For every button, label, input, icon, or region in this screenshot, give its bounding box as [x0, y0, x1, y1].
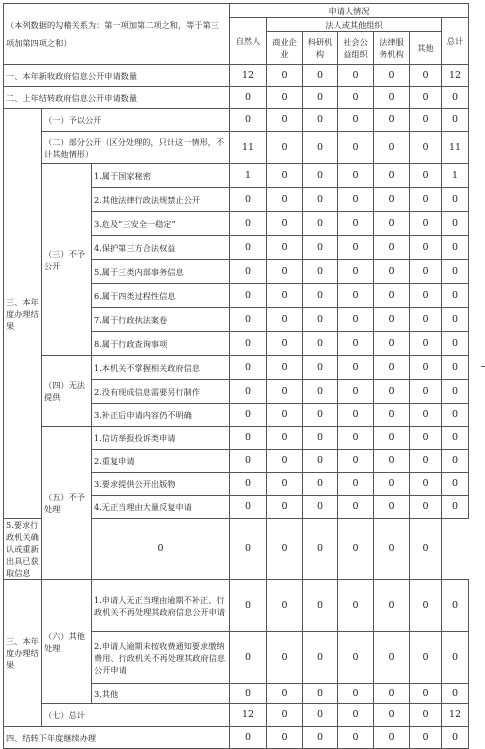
section3-label: 三、本年度办理结果: [4, 109, 42, 519]
cell-value: 0: [374, 212, 410, 236]
cell-value: 0: [374, 496, 410, 519]
cell-value: 0: [338, 188, 374, 212]
cell-value: 0: [303, 236, 338, 260]
cell-value: 0: [374, 427, 410, 450]
cell-value: 0: [230, 236, 267, 260]
row-label: （一）予以公开: [42, 109, 230, 132]
cell-value: 0: [267, 496, 303, 519]
cell-value: 0: [267, 132, 303, 164]
table-row: [4, 87, 469, 109]
cell-value: 0: [267, 727, 303, 749]
cell-value: 0: [230, 380, 267, 404]
cell-value: 0: [338, 164, 374, 188]
cell-value: 0: [442, 496, 469, 519]
cell-value: 0: [338, 450, 374, 473]
cell-value: 0: [303, 308, 338, 332]
table-row: [4, 356, 469, 380]
row-label: 2.其他法律行政法规禁止公开: [92, 188, 230, 212]
cell-value: 0: [338, 427, 374, 450]
cell-value: 0: [338, 496, 374, 519]
cell-value: 0: [410, 450, 442, 473]
cell-value: 0: [374, 65, 410, 87]
cell-value: 0: [374, 308, 410, 332]
cell-value: 0: [410, 236, 442, 260]
cell-value: 0: [338, 212, 374, 236]
cell-value: 0: [374, 632, 410, 684]
cell-value: 0: [442, 284, 469, 308]
cell-value: 0: [338, 473, 374, 496]
row-label: 5.要求行政机关确认或重新出具已获取信息: [4, 519, 42, 580]
cell-value: 0: [410, 684, 442, 704]
row-label: 2.申请人逾期未按收费通知要求缴纳费用、行政机关不再处理其政府信息公开申请: [92, 632, 230, 684]
research-header: 科研机构: [303, 32, 338, 65]
cell-value: 0: [374, 236, 410, 260]
total-header: 总计: [442, 18, 469, 65]
cell-value: 0: [267, 684, 303, 704]
cell-value: 12: [442, 704, 469, 727]
cell-value: 0: [374, 684, 410, 704]
cell-value: 0: [303, 450, 338, 473]
cell-value: 1: [442, 164, 469, 188]
cell-value: 0: [442, 260, 469, 284]
cell-value: 0: [230, 496, 267, 519]
cell-value: 0: [338, 65, 374, 87]
cell-value: 0: [338, 704, 374, 727]
cell-value: 0: [230, 404, 267, 427]
cell-value: 0: [303, 65, 338, 87]
cell-value: 0: [303, 427, 338, 450]
row-label: 一、本年新收政府信息公开申请数量: [4, 65, 230, 87]
cell-value: 11: [230, 132, 267, 164]
cell-value: 0: [338, 332, 374, 356]
cell-value: 0: [374, 704, 410, 727]
cell-value: 0: [374, 380, 410, 404]
row-label: 1.本机关不掌握相关政府信息: [92, 356, 230, 380]
cell-value: 0: [374, 332, 410, 356]
cell-value: 0: [442, 380, 469, 404]
cell-value: 0: [230, 332, 267, 356]
row-label: 8.属于行政查询事项: [92, 332, 230, 356]
cell-value: 0: [230, 212, 267, 236]
cell-value: 0: [410, 332, 442, 356]
cell-value: 0: [442, 356, 469, 380]
cell-value: 0: [442, 473, 469, 496]
cell-value: 0: [230, 308, 267, 332]
row-label: 1.属于国家秘密: [92, 164, 230, 188]
cell-value: 0: [303, 212, 338, 236]
cell-value: 0: [303, 496, 338, 519]
commercial-header: 商业企业: [267, 32, 303, 65]
cell-value: 0: [267, 260, 303, 284]
table-row: [4, 427, 469, 450]
natural-person-header: 自然人: [230, 18, 267, 65]
cell-value: 0: [338, 684, 374, 704]
cell-value: 0: [374, 188, 410, 212]
cell-value: 0: [230, 188, 267, 212]
cell-value: 0: [410, 109, 442, 132]
cell-value: 0: [267, 356, 303, 380]
table-row: [4, 704, 469, 727]
cell-value: 0: [267, 164, 303, 188]
cell-value: 0: [230, 580, 267, 632]
cell-value: 0: [410, 284, 442, 308]
other-header: 其他: [410, 32, 442, 65]
cell-value: 0: [442, 684, 469, 704]
cell-value: 0: [410, 132, 442, 164]
cell-value: 0: [410, 212, 442, 236]
row-label: 2.重复申请: [92, 450, 230, 473]
cell-value: 0: [230, 427, 267, 450]
cell-value: 0: [267, 109, 303, 132]
cell-value: 0: [338, 380, 374, 404]
cell-value: 0: [267, 188, 303, 212]
cell-value: 0: [338, 727, 374, 749]
cell-value: 0: [267, 380, 303, 404]
row-label: 四、结转下年度继续办理: [4, 727, 230, 749]
cell-value: 0: [410, 87, 442, 109]
row-label: 6.属于四类过程性信息: [92, 284, 230, 308]
disclosure-statistics-table: [3, 3, 469, 749]
cell-value: 0: [338, 87, 374, 109]
row-label: （七）总计: [42, 704, 230, 727]
table-row: [4, 65, 469, 87]
cell-value: 0: [230, 727, 267, 749]
cell-value: 0: [230, 473, 267, 496]
group-label-not-processed: （五）不予处理: [42, 427, 92, 580]
cell-value: 0: [374, 260, 410, 284]
cell-value: 0: [303, 188, 338, 212]
row-label: 1.信访举报投诉类申请: [92, 427, 230, 450]
cell-value: 0: [410, 473, 442, 496]
cell-value: 0: [338, 519, 374, 580]
cell-value: 0: [267, 212, 303, 236]
cell-value: 0: [303, 132, 338, 164]
cell-value: 0: [442, 727, 469, 749]
cell-value: 0: [303, 332, 338, 356]
cell-value: 0: [410, 427, 442, 450]
cell-value: 0: [267, 404, 303, 427]
cell-value: 0: [338, 356, 374, 380]
cell-value: 0: [442, 427, 469, 450]
cell-value: 0: [442, 109, 469, 132]
cell-value: 0: [374, 727, 410, 749]
cell-value: 0: [374, 473, 410, 496]
cell-value: 0: [303, 473, 338, 496]
cell-value: 0: [338, 580, 374, 632]
cell-value: 0: [410, 356, 442, 380]
group-label-refuse: （三）不予公开: [42, 164, 92, 356]
applicant-status-header: 申请人情况: [230, 4, 469, 18]
page-edge-mark: [481, 366, 485, 367]
row-label: 4.保护第三方合法权益: [92, 236, 230, 260]
cell-value: 0: [410, 632, 442, 684]
table-row: [4, 580, 469, 632]
cell-value: 1: [230, 164, 267, 188]
table-note: （本列数据的勾稽关系为：第一项加第二项之和，等于第三项加第四项之和）: [4, 4, 230, 65]
cell-value: 0: [374, 164, 410, 188]
row-label: 7.属于行政执法案卷: [92, 308, 230, 332]
cell-value: 0: [374, 132, 410, 164]
cell-value: 0: [410, 65, 442, 87]
table-row: [4, 727, 469, 749]
cell-value: 0: [410, 727, 442, 749]
cell-value: 0: [303, 380, 338, 404]
cell-value: 0: [442, 87, 469, 109]
cell-value: 0: [442, 450, 469, 473]
cell-value: 0: [374, 356, 410, 380]
cell-value: 0: [267, 236, 303, 260]
cell-value: 0: [267, 427, 303, 450]
cell-value: 0: [267, 580, 303, 632]
cell-value: 0: [303, 580, 338, 632]
cell-value: 0: [338, 236, 374, 260]
cell-value: 12: [230, 65, 267, 87]
cell-value: 0: [442, 580, 469, 632]
cell-value: 0: [267, 87, 303, 109]
cell-value: 0: [230, 356, 267, 380]
cell-value: 0: [338, 109, 374, 132]
cell-value: 0: [374, 580, 410, 632]
cell-value: 0: [303, 164, 338, 188]
cell-value: 0: [267, 284, 303, 308]
cell-value: 0: [338, 632, 374, 684]
row-label: 3.要求提供公开出版物: [92, 473, 230, 496]
cell-value: 0: [442, 332, 469, 356]
social-welfare-header: 社会公益组织: [338, 32, 374, 65]
row-label: 1.申请人无正当理由逾期不补正、行政机关不再处理其政府信息公开申请: [92, 580, 230, 632]
cell-value: 0: [267, 632, 303, 684]
cell-value: 0: [267, 473, 303, 496]
cell-value: 0: [303, 109, 338, 132]
cell-value: 0: [442, 212, 469, 236]
cell-value: 0: [410, 519, 442, 580]
cell-value: 0: [442, 632, 469, 684]
cell-value: 0: [230, 284, 267, 308]
cell-value: 0: [230, 87, 267, 109]
row-label: 二、上年结转政府信息公开申请数量: [4, 87, 230, 109]
table-row: [4, 164, 469, 188]
cell-value: 0: [303, 519, 338, 580]
cell-value: 0: [338, 308, 374, 332]
cell-value: 0: [338, 260, 374, 284]
cell-value: 0: [442, 308, 469, 332]
cell-value: 0: [267, 704, 303, 727]
cell-value: 0: [230, 450, 267, 473]
cell-value: 0: [410, 380, 442, 404]
cell-value: 0: [230, 684, 267, 704]
cell-value: 0: [230, 260, 267, 284]
cell-value: 0: [410, 404, 442, 427]
cell-value: 0: [303, 87, 338, 109]
row-label: （二）部分公开（区分处理的，只计这一情形，不计其他情形）: [42, 132, 230, 164]
cell-value: 0: [374, 87, 410, 109]
group-label-unable: （四）无法提供: [42, 356, 92, 427]
row-label: 5.属于三类内部事务信息: [92, 260, 230, 284]
cell-value: 0: [303, 632, 338, 684]
cell-value: 0: [303, 684, 338, 704]
row-label: 3.补正后申请内容仍不明确: [92, 404, 230, 427]
row-label: 3.其他: [92, 684, 230, 704]
cell-value: 0: [410, 260, 442, 284]
legal-service-header: 法律服务机构: [374, 32, 410, 65]
cell-value: 0: [442, 404, 469, 427]
cell-value: 0: [374, 519, 410, 580]
cell-value: 0: [442, 188, 469, 212]
cell-value: 11: [442, 132, 469, 164]
cell-value: 0: [374, 450, 410, 473]
cell-value: 0: [303, 260, 338, 284]
cell-value: 0: [303, 404, 338, 427]
row-label: 4.无正当理由大量反复申请: [92, 496, 230, 519]
cell-value: 0: [267, 450, 303, 473]
cell-value: 0: [303, 704, 338, 727]
cell-value: 0: [230, 519, 267, 580]
group-label-other-processing: （六）其他处理: [42, 580, 92, 704]
cell-value: 12: [442, 65, 469, 87]
cell-value: 0: [303, 727, 338, 749]
cell-value: 0: [410, 164, 442, 188]
cell-value: 0: [92, 519, 230, 580]
cell-value: 0: [338, 404, 374, 427]
cell-value: 0: [374, 284, 410, 308]
cell-value: 0: [267, 332, 303, 356]
cell-value: 0: [303, 356, 338, 380]
cell-value: 0: [303, 284, 338, 308]
cell-value: 0: [338, 132, 374, 164]
cell-value: 0: [267, 308, 303, 332]
cell-value: 0: [410, 704, 442, 727]
cell-value: 0: [410, 188, 442, 212]
row-label: 3.危及“三安全一稳定”: [92, 212, 230, 236]
cell-value: 0: [410, 496, 442, 519]
cell-value: 0: [410, 308, 442, 332]
cell-value: 0: [338, 284, 374, 308]
cell-value: 0: [410, 580, 442, 632]
cell-value: 0: [442, 236, 469, 260]
section3-label-repeat: 三、本年度办理结果: [4, 580, 42, 727]
cell-value: 0: [267, 65, 303, 87]
cell-value: 0: [230, 632, 267, 684]
table-row: [4, 132, 469, 164]
cell-value: 12: [230, 704, 267, 727]
table-row: [4, 109, 469, 132]
cell-value: 0: [267, 519, 303, 580]
cell-value: 0: [374, 404, 410, 427]
cell-value: 0: [230, 109, 267, 132]
legal-group-header: 法人或其他组织: [267, 18, 442, 32]
cell-value: 0: [374, 109, 410, 132]
row-label: 2.没有现成信息需要另行制作: [92, 380, 230, 404]
